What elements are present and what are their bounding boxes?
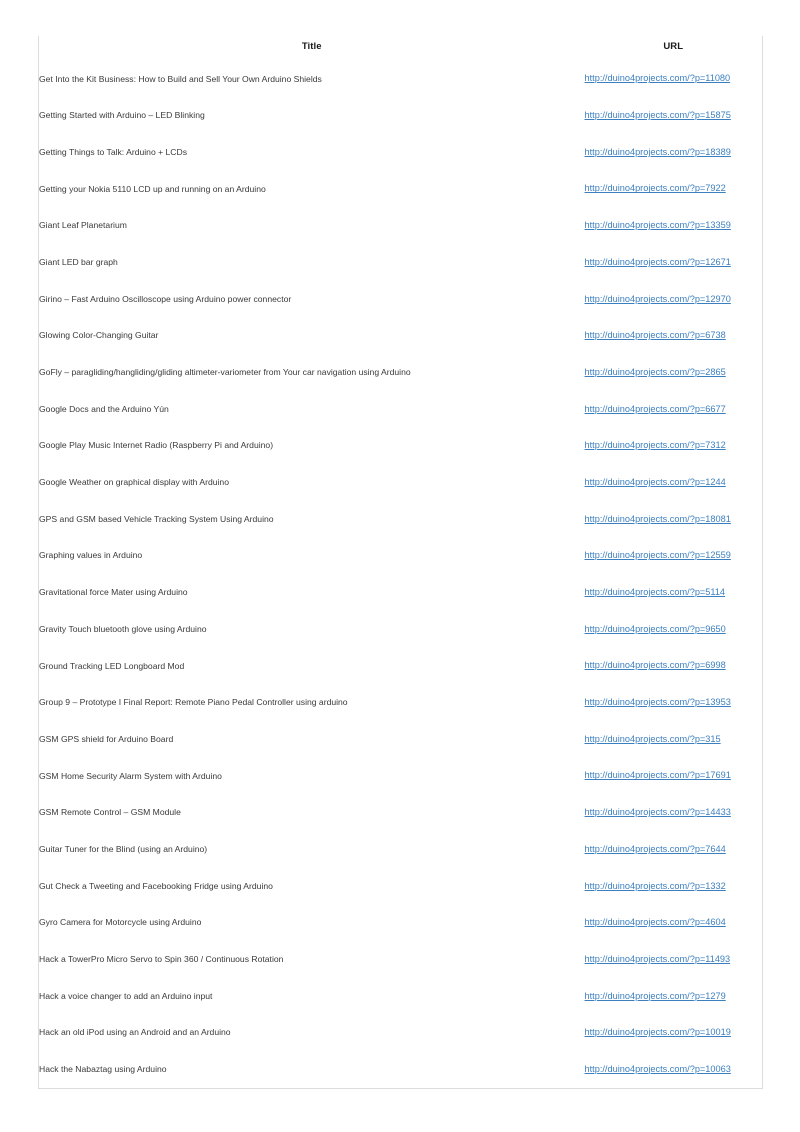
table-row	[39, 758, 763, 795]
project-url-cell	[585, 465, 763, 502]
project-title-cell: Girino – Fast Arduino Oscilloscope using Arduino power connector	[39, 293, 292, 304]
project-url-link[interactable]: http://duino4projects.com/?p=1279	[584, 990, 726, 1001]
project-title-cell: Guitar Tuner for the Blind (using an Arduino)	[39, 843, 208, 854]
table-row	[39, 244, 763, 281]
project-url-cell	[585, 758, 763, 795]
project-url-cell	[585, 391, 763, 428]
project-url-cell	[585, 868, 763, 905]
project-url-cell	[585, 134, 763, 171]
column-header-url: URL	[663, 41, 684, 52]
project-title-cell: Getting your Nokia 5110 LCD up and running on an Arduino	[39, 183, 266, 194]
project-url-cell	[585, 905, 763, 942]
project-title-cell: Giant Leaf Planetarium	[39, 220, 127, 231]
table-row	[39, 171, 763, 208]
table-body	[39, 61, 763, 1088]
project-url-link[interactable]: http://duino4projects.com/?p=12671	[584, 256, 731, 267]
project-url-link[interactable]: http://duino4projects.com/?p=6738	[584, 330, 726, 341]
project-title-cell: Gravitational force Mater using Arduino	[39, 587, 188, 598]
project-url-link[interactable]: http://duino4projects.com/?p=14433	[584, 807, 731, 818]
project-url-cell	[585, 61, 763, 98]
project-title-cell: Graphing values in Arduino	[39, 550, 143, 561]
project-url-cell	[585, 355, 763, 392]
table-row	[39, 318, 763, 355]
project-url-link[interactable]: http://duino4projects.com/?p=15875	[584, 110, 731, 121]
table-header	[39, 36, 763, 61]
table-row	[39, 575, 763, 612]
project-url-cell	[585, 428, 763, 465]
project-url-cell	[585, 244, 763, 281]
project-url-link[interactable]: http://duino4projects.com/?p=10019	[584, 1027, 731, 1038]
table-header-row	[39, 36, 763, 61]
column-header-title: Title	[301, 41, 322, 52]
project-url-link[interactable]: http://duino4projects.com/?p=5114	[584, 587, 726, 597]
table-row	[39, 134, 763, 171]
project-title-cell: GSM Home Security Alarm System with Arduino	[39, 770, 222, 781]
project-url-link[interactable]: http://duino4projects.com/?p=1332	[584, 880, 726, 891]
table-row	[39, 831, 763, 868]
table-row	[39, 795, 763, 832]
project-url-link[interactable]: http://duino4projects.com/?p=6677	[584, 403, 726, 414]
project-url-link[interactable]: http://duino4projects.com/?p=7644	[584, 843, 726, 854]
project-url-cell	[585, 978, 763, 1015]
projects-table	[38, 36, 763, 1089]
project-url-cell	[585, 208, 763, 245]
project-url-cell	[585, 538, 763, 575]
project-url-link[interactable]: http://duino4projects.com/?p=1244	[584, 476, 726, 487]
project-title-cell: Group 9 – Prototype I Final Report: Remote Piano Pedal Controller using arduino	[39, 697, 348, 708]
table-row	[39, 465, 763, 502]
project-url-link[interactable]: http://duino4projects.com/?p=6998	[584, 660, 726, 671]
project-url-cell	[585, 98, 763, 135]
project-title-cell: GoFly – paragliding/hangliding/gliding altimeter-variometer from Your car navigation using Arduino	[39, 367, 411, 378]
project-url-cell	[585, 795, 763, 832]
table-row	[39, 208, 763, 245]
project-url-link[interactable]: http://duino4projects.com/?p=13359	[584, 220, 731, 231]
project-title-cell: Hack the Nabaztag using Arduino	[39, 1063, 167, 1074]
project-title-cell: Hack a TowerPro Micro Servo to Spin 360 / Continuous Rotation	[39, 954, 284, 965]
project-title-cell: Get Into the Kit Business: How to Build and Sell Your Own Arduino Shields	[39, 73, 322, 84]
table-row	[39, 942, 763, 979]
table-row	[39, 868, 763, 905]
project-url-link[interactable]: http://duino4projects.com/?p=10063	[584, 1063, 731, 1074]
project-url-link[interactable]: http://duino4projects.com/?p=12970	[584, 293, 731, 304]
project-url-cell	[585, 831, 763, 868]
project-title-cell: Google Docs and the Arduino Yún	[39, 403, 169, 414]
project-title-cell: Google Weather on graphical display with Arduino	[39, 477, 229, 488]
project-title-cell: GSM GPS shield for Arduino Board	[39, 733, 174, 744]
project-url-link[interactable]: http://duino4projects.com/?p=13953	[584, 697, 731, 708]
table-row	[39, 428, 763, 465]
table-row	[39, 98, 763, 135]
project-url-cell	[585, 1015, 763, 1052]
project-url-link[interactable]: http://duino4projects.com/?p=4604	[584, 917, 726, 928]
project-title-cell: Getting Started with Arduino – LED Blinking	[39, 110, 205, 121]
table-row	[39, 721, 763, 758]
project-url-cell	[585, 942, 763, 979]
project-url-cell	[585, 501, 763, 538]
project-title-cell: Google Play Music Internet Radio (Raspberry Pi and Arduino)	[39, 440, 274, 451]
project-title-cell: Hack a voice changer to add an Arduino input	[39, 990, 213, 1001]
project-title-cell: GPS and GSM based Vehicle Tracking System Using Arduino	[39, 513, 274, 524]
project-url-link[interactable]: http://duino4projects.com/?p=11493	[584, 953, 731, 964]
table-row	[39, 978, 763, 1015]
table-row	[39, 391, 763, 428]
project-title-cell: GSM Remote Control – GSM Module	[39, 807, 181, 818]
project-url-cell	[585, 1052, 763, 1089]
project-url-link[interactable]: http://duino4projects.com/?p=2865	[584, 366, 726, 377]
project-url-cell	[585, 648, 763, 685]
project-title-cell: Glowing Color-Changing Guitar	[39, 330, 159, 341]
project-title-cell: Giant LED bar graph	[39, 256, 118, 267]
project-url-cell	[585, 171, 763, 208]
project-url-link[interactable]: http://duino4projects.com/?p=7312	[584, 440, 726, 451]
table-row	[39, 538, 763, 575]
project-url-cell	[585, 721, 763, 758]
project-title-cell: Gut Check a Tweeting and Facebooking Fridge using Arduino	[39, 880, 273, 891]
project-url-link[interactable]: http://duino4projects.com/?p=7922	[584, 183, 726, 194]
table-row	[39, 501, 763, 538]
project-url-link[interactable]: http://duino4projects.com/?p=18389	[584, 146, 731, 157]
project-url-cell	[585, 281, 763, 318]
table-row	[39, 685, 763, 722]
project-url-cell	[585, 575, 763, 612]
project-url-link[interactable]: http://duino4projects.com/?p=9650	[584, 623, 726, 634]
table-row	[39, 611, 763, 648]
project-url-cell	[585, 685, 763, 722]
project-title-cell: Hack an old iPod using an Android and an Arduino	[39, 1027, 231, 1038]
project-url-cell	[585, 318, 763, 355]
project-title-cell: Getting Things to Talk: Arduino + LCDs	[39, 146, 188, 157]
project-url-cell	[585, 611, 763, 648]
table-row	[39, 355, 763, 392]
project-url-link[interactable]: http://duino4projects.com/?p=12559	[584, 550, 731, 561]
table-row	[39, 648, 763, 685]
table-row	[39, 281, 763, 318]
table-row	[39, 61, 763, 98]
project-title-cell: Ground Tracking LED Longboard Mod	[39, 660, 185, 671]
table-row	[39, 1052, 763, 1089]
project-url-link[interactable]: http://duino4projects.com/?p=17691	[584, 770, 731, 781]
project-url-link[interactable]: http://duino4projects.com/?p=11080	[584, 73, 731, 84]
project-title-cell: Gyro Camera for Motorcycle using Arduino	[39, 917, 202, 928]
table-row	[39, 905, 763, 942]
project-url-link[interactable]: http://duino4projects.com/?p=18081	[584, 513, 731, 524]
project-title-cell: Gravity Touch bluetooth glove using Arduino	[39, 623, 207, 634]
table-row	[39, 1015, 763, 1052]
project-url-link[interactable]: http://duino4projects.com/?p=315	[584, 733, 721, 744]
